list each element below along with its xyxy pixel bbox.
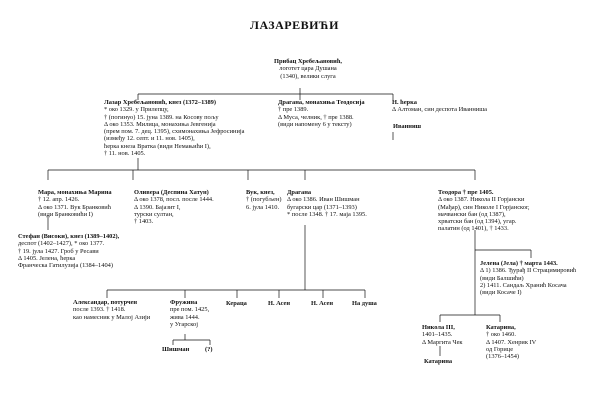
person-pribac-line: (1340), велики слуга (280, 72, 336, 80)
person-jelena-line: 2) 1411. Сандаљ Хранић Косача (480, 281, 567, 289)
person-olivera-line: турски султан, (134, 210, 174, 218)
person-keraca: Кераца (226, 300, 247, 307)
person-jelena-line: (види Балшићи) (480, 274, 524, 282)
person-katarina-line: † око 1460. (486, 331, 516, 339)
person-katarina (486, 324, 536, 360)
person-stefan-line: Стефан (Високи), кнез (1389–1402), (18, 233, 120, 240)
person-fruzina-line: у Угарској (170, 320, 198, 328)
person-teodora-line: хрватски бан (од 1394), угар. (438, 218, 517, 226)
person-n-daughter-line: Н. ћерка (392, 99, 417, 106)
person-dragana-line: Δ око 1386. Иван Шишман (287, 196, 360, 204)
person-teodora-line: Теодора † пре 1405. (438, 189, 494, 196)
person-n-daughter-line: Δ Алтоман, син деспота Иванниша (392, 106, 487, 114)
person-dragana-line: Драгана (287, 189, 312, 196)
person-mara (38, 189, 112, 218)
person-nikola-iii-line: Никола III, (422, 324, 455, 331)
person-lazar-line: (између 12. септ. и 11. нов. 1405), (104, 135, 195, 143)
page-title: ЛАЗАРЕВИЋИ (250, 18, 339, 32)
person-teodora-line: мачвански бан (од 1387), (438, 210, 506, 218)
person-ivanis: Иванниш (393, 123, 422, 130)
person-nikola-iii-line: Δ Маргита Чек (422, 338, 463, 346)
person-katarina-line: од Горице (486, 345, 514, 353)
person-aleksandar-line: Александар, потурчен (73, 299, 138, 306)
person-aleksandar-line: после 1393. † 1418. (73, 306, 126, 314)
person-jelena-line: Δ 1) 1386. Ђурађ II Страцимировић (480, 267, 577, 275)
person-katarina-left: Катарина (424, 358, 453, 365)
person-mara-line: (види Бранковићи I) (38, 210, 93, 218)
person-fruzina-line: Фружина (170, 299, 198, 306)
person-katarina-line: Катарина, (486, 324, 516, 331)
person-dragana-top (278, 99, 365, 128)
person-lazar-line: * око 1329. у Прилепцу, (104, 106, 169, 114)
person-vuk-line: 6. јула 1410. (246, 203, 280, 211)
person-katarina-line: Δ 1407. Хенрик IV (486, 338, 537, 346)
person-stefan (18, 233, 119, 269)
person-vuk-line: Вук, кнез, (246, 189, 275, 196)
person-mara-line: Δ око 1371. Вук Бранковић (38, 203, 111, 211)
person-nikola-iii (422, 324, 463, 346)
person-vuk-line: † (погубљен) (246, 196, 282, 204)
person-stefan-line: † 19. јула 1427. Гроб у Ресави (18, 247, 99, 255)
person-stefan-line: деспот (1402–1427), * око 1377. (18, 240, 105, 248)
person-n-asen-1: Н. Асен (268, 300, 291, 307)
person-katarina-line: (1376–1454) (486, 353, 520, 361)
person-pribac-line: Прибац Хребељановић, (274, 58, 343, 65)
person-dragana-top-line: (види напомену 6 у тексту) (278, 120, 352, 128)
person-n-daughter (392, 99, 487, 114)
person-vuk (246, 189, 282, 211)
person-dragana-top-line: † пре 1389. (278, 106, 309, 114)
person-jelena (480, 260, 576, 296)
person-dragana-top-line: Драгана, монахиња Теодосија (278, 99, 365, 106)
person-fruzina-line: жива 1444. (170, 313, 200, 321)
person-lazar-line: Лазар Хребељановић, кнез (1372–1389) (104, 99, 216, 106)
person-aleksandar-line: као намесник у Малој Азији (73, 313, 151, 321)
person-olivera-line: † 1403. (134, 218, 154, 226)
person-jelena-line: Јелена (Јела) † марта 1443. (480, 260, 558, 267)
person-lazar-line: (прем пом. 7. дец. 1395), схимонахиња Јефросинија (104, 128, 245, 136)
person-dragana (287, 189, 367, 218)
person-mara-line: † 12. апр. 1426. (38, 196, 80, 204)
person-teodora (438, 189, 530, 233)
person-lazar-line: Δ око 1353. Милица, монахиња Јевгенија (104, 120, 216, 128)
person-teodora-line: Δ око 1387. Никола II Горјански (438, 196, 525, 204)
person-lazar (104, 99, 245, 157)
person-teodora-line: палатин (од 1401), † 1433. (438, 225, 509, 233)
person-stefan-line: Δ 1405. Јелена, ћерка (18, 254, 76, 262)
person-na-dvsa: На душа (352, 300, 377, 307)
person-olivera (134, 189, 214, 225)
person-unknown: (?) (205, 346, 213, 353)
person-sisman: Шишман (162, 346, 190, 353)
person-dragana-line: * после 1348. † 17. маја 1395. (287, 210, 367, 218)
person-pribac-line: логотет цара Душана (279, 65, 337, 73)
person-n-asen-2: Н. Асен (311, 300, 334, 307)
person-dragana-top-line: Δ Муса, челник, † пре 1388. (278, 113, 354, 121)
person-nikola-iii-line: 1401–1435. (422, 331, 453, 339)
person-lazar-line: † (погинуо) 15. јуна 1389. на Косову пољу (104, 113, 219, 121)
person-stefan-line: Франческа Гатилузија (1384–1404) (18, 262, 113, 270)
person-teodora-line: (Мађар), син Николе I Горјанског, (438, 203, 530, 211)
person-lazar-line: † 11. нов. 1405. (104, 150, 146, 158)
person-mara-line: Мара, монахиња Марина (38, 189, 112, 196)
person-olivera-line: Δ 1390. Бајазит I, (134, 203, 181, 211)
person-dragana-line: бугарски цар (1371–1393) (287, 203, 357, 211)
person-jelena-line: (види Косаче I) (480, 289, 522, 297)
person-fruzina (170, 299, 209, 328)
person-olivera-line: Оливера (Деспина Хатун) (134, 189, 209, 196)
person-pribac (274, 58, 342, 80)
person-olivera-line: Δ око 1378, посл. после 1444. (134, 196, 214, 204)
person-lazar-line: ћерка кнеза Вратка (види Немањићи I), (104, 142, 211, 150)
person-fruzina-line: пре пом. 1425, (170, 306, 210, 314)
person-aleksandar (73, 299, 150, 321)
